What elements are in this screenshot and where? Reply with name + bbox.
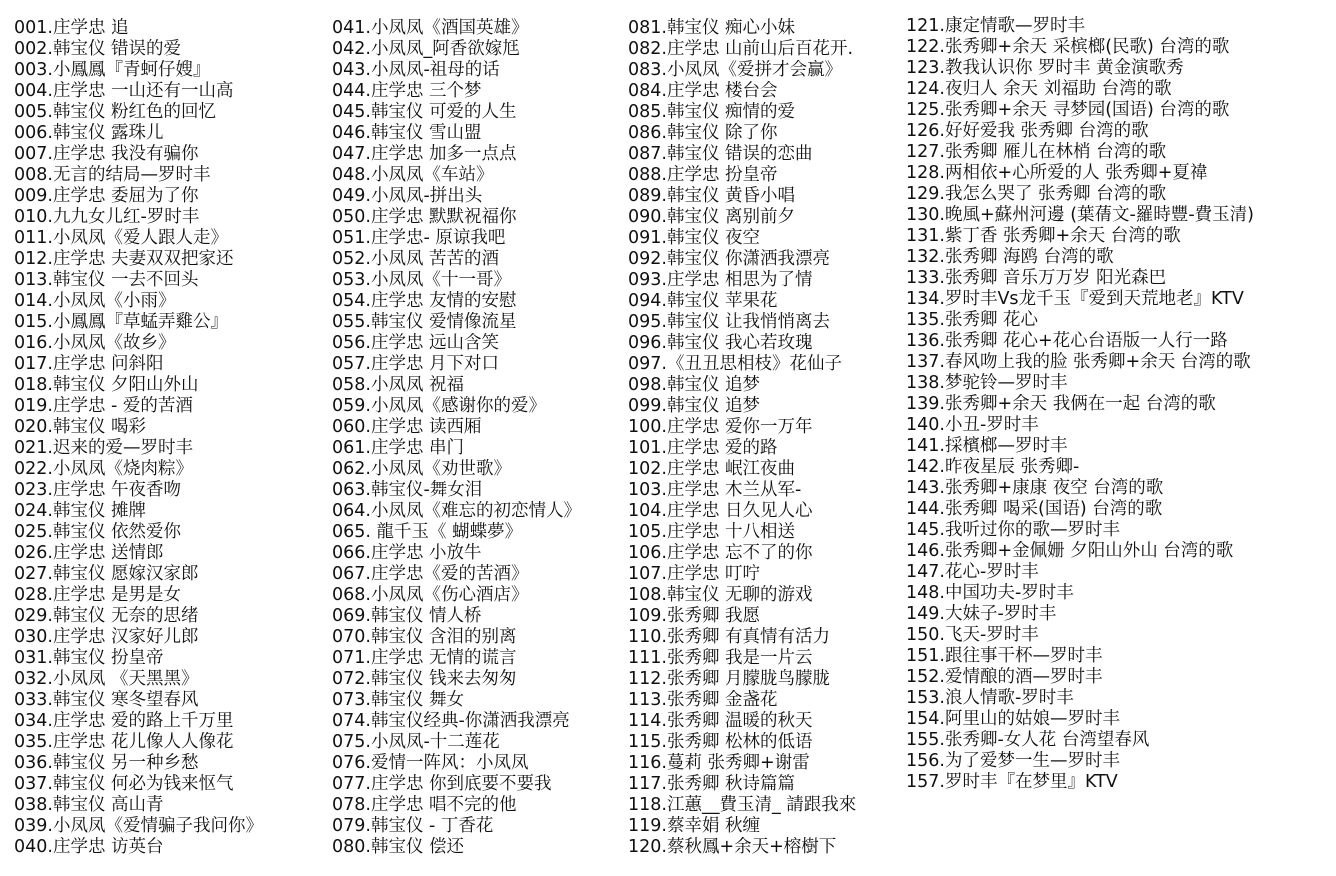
- song-entry: 143.张秀卿+康康 夜空 台湾的歌: [906, 478, 1164, 498]
- song-entry: 013.韩宝仪 一去不回头: [14, 270, 199, 290]
- song-entry: 132.张秀卿 海鸥 台湾的歌: [906, 247, 1114, 267]
- song-entry: 065. 龍千玉《 蝴蝶夢》: [332, 522, 523, 542]
- song-entry: 135.张秀卿 花心: [906, 310, 1039, 330]
- song-entry: 022.小凤凤《烧肉粽》: [14, 459, 193, 479]
- song-entry: 023.庄学忠 午夜香吻: [14, 480, 182, 500]
- song-entry: 152.爱情酿的酒—罗时丰: [906, 667, 1103, 687]
- song-entry: 048.小凤凤《车站》: [332, 165, 494, 185]
- song-entry: 078.庄学忠 唱不完的他: [332, 795, 517, 815]
- song-entry: 066.庄学忠 小放牛: [332, 543, 482, 563]
- song-entry: 041.小凤凤《酒国英雄》: [332, 18, 529, 38]
- song-entry: 103.庄学忠 木兰从军-: [628, 480, 802, 500]
- song-entry: 113.张秀卿 金盏花: [628, 690, 778, 710]
- song-entry: 055.韩宝仪 爱情像流星: [332, 312, 517, 332]
- song-entry: 029.韩宝仪 无奈的思绪: [14, 606, 199, 626]
- song-entry: 080.韩宝仪 偿还: [332, 837, 465, 857]
- song-entry: 140.小丑-罗时丰: [906, 415, 1039, 435]
- song-entry: 095.韩宝仪 让我悄悄离去: [628, 312, 831, 332]
- song-entry: 012.庄学忠 夫妻双双把家还: [14, 249, 234, 269]
- song-entry: 114.张秀卿 温暖的秋天: [628, 711, 813, 731]
- song-entry: 134.罗时丰Vs龙千玉『爱到天荒地老』KTV: [906, 289, 1244, 309]
- song-entry: 062.小凤凤《劝世歌》: [332, 459, 511, 479]
- song-entry: 098.韩宝仪 追梦: [628, 375, 761, 395]
- song-entry: 149.大妹子-罗时丰: [906, 604, 1057, 624]
- song-list-column-2: [332, 18, 624, 858]
- song-entry: 105.庄学忠 十八相送: [628, 522, 796, 542]
- song-entry: 049.小凤凤-拼出头: [332, 186, 483, 206]
- song-entry: 026.庄学忠 送情郎: [14, 543, 164, 563]
- song-entry: 094.韩宝仪 苹果花: [628, 291, 778, 311]
- song-entry: 069.韩宝仪 情人桥: [332, 606, 482, 626]
- song-entry: 148.中国功夫-罗时丰: [906, 583, 1074, 603]
- song-entry: 127.张秀卿 雁儿在林梢 台湾的歌: [906, 142, 1167, 162]
- song-entry: 031.韩宝仪 扮皇帝: [14, 648, 164, 668]
- song-entry: 120.蔡秋鳳+余天+榕樹下: [628, 837, 837, 857]
- song-entry: 063.韩宝仪-舞女泪: [332, 480, 483, 500]
- song-entry: 084.庄学忠 楼台会: [628, 81, 778, 101]
- song-entry: 046.韩宝仪 雪山盟: [332, 123, 482, 143]
- song-entry: 112.张秀卿 月朦胧鸟朦胧: [628, 669, 831, 689]
- song-entry: 138.梦驼铃—罗时丰: [906, 373, 1068, 393]
- song-entry: 034.庄学忠 爱的路上千万里: [14, 711, 234, 731]
- song-entry: 038.韩宝仪 高山青: [14, 795, 164, 815]
- song-list-column-4: [906, 16, 1334, 793]
- song-entry: 006.韩宝仪 露珠儿: [14, 123, 164, 143]
- song-entry: 025.韩宝仪 依然爱你: [14, 522, 182, 542]
- song-entry: 043.小凤凤-祖母的话: [332, 60, 500, 80]
- song-entry: 087.韩宝仪 错误的恋曲: [628, 144, 813, 164]
- song-entry: 089.韩宝仪 黄昏小唱: [628, 186, 796, 206]
- song-entry: 121.康定情歌—罗时丰: [906, 16, 1085, 36]
- song-entry: 054.庄学忠 友情的安慰: [332, 291, 517, 311]
- song-entry: 067.庄学忠《爱的苦酒》: [332, 564, 529, 584]
- song-entry: 110.张秀卿 有真情有活力: [628, 627, 831, 647]
- song-entry: 099.韩宝仪 追梦: [628, 396, 761, 416]
- song-entry: 122.张秀卿+余天 采槟榔(民歌) 台湾的歌: [906, 37, 1230, 57]
- song-entry: 068.小凤凤《伤心酒店》: [332, 585, 529, 605]
- song-entry: 060.庄学忠 读西厢: [332, 417, 482, 437]
- song-entry: 018.韩宝仪 夕阳山外山: [14, 375, 199, 395]
- song-entry: 019.庄学忠 - 爱的苦酒: [14, 396, 193, 416]
- song-entry: 014.小凤凤《小雨》: [14, 291, 176, 311]
- song-entry: 056.庄学忠 远山含笑: [332, 333, 500, 353]
- song-entry: 005.韩宝仪 粉红色的回忆: [14, 102, 217, 122]
- song-list-column-1: [14, 18, 330, 858]
- song-entry: 061.庄学忠 串门: [332, 438, 465, 458]
- song-entry: 020.韩宝仪 喝彩: [14, 417, 147, 437]
- song-entry: 072.韩宝仪 钱来去匆匆: [332, 669, 517, 689]
- song-entry: 016.小凤凤《故乡》: [14, 333, 176, 353]
- song-entry: 081.韩宝仪 痴心小妹: [628, 18, 796, 38]
- song-entry: 008.无言的结局—罗时丰: [14, 165, 211, 185]
- song-entry: 032.小凤凤 《天黑黑》: [14, 669, 199, 689]
- song-entry: 136.张秀卿 花心+花心台语版一人行一路: [906, 331, 1228, 351]
- song-entry: 144.张秀卿 喝采(国语) 台湾的歌: [906, 499, 1163, 519]
- song-entry: 154.阿里山的姑娘—罗时丰: [906, 709, 1120, 729]
- song-entry: 074.韩宝仪经典-你潇洒我漂亮: [332, 711, 570, 731]
- song-entry: 073.韩宝仪 舞女: [332, 690, 465, 710]
- song-entry: 156.为了爱梦一生—罗时丰: [906, 751, 1120, 771]
- song-entry: 153.浪人情歌-罗时丰: [906, 688, 1074, 708]
- song-entry: 115.张秀卿 松林的低语: [628, 732, 813, 752]
- song-entry: 076.爱情一阵风：小凤凤: [332, 753, 529, 773]
- song-entry: 039.小凤凤《爱情骗子我问你》: [14, 816, 263, 836]
- song-entry: 082.庄学忠 山前山后百花开.: [628, 39, 854, 59]
- song-entry: 077.庄学忠 你到底要不要我: [332, 774, 552, 794]
- song-entry: 047.庄学忠 加多一点点: [332, 144, 517, 164]
- song-entry: 104.庄学忠 日久见人心: [628, 501, 813, 521]
- song-entry: 146.张秀卿+金佩姗 夕阳山外山 台湾的歌: [906, 541, 1234, 561]
- song-entry: 128.两相依+心所爱的人 张秀卿+夏禕: [906, 163, 1208, 183]
- song-entry: 035.庄学忠 花儿像人人像花: [14, 732, 234, 752]
- song-entry: 109.张秀卿 我愿: [628, 606, 761, 626]
- song-list-column-3: [628, 18, 904, 858]
- song-entry: 129.我怎么哭了 张秀卿 台湾的歌: [906, 184, 1167, 204]
- song-entry: 044.庄学忠 三个梦: [332, 81, 482, 101]
- song-entry: 150.飞天-罗时丰: [906, 625, 1039, 645]
- song-entry: 119.蔡幸娟 秋缠: [628, 816, 761, 836]
- song-entry: 145.我听过你的歌—罗时丰: [906, 520, 1120, 540]
- song-entry: 137.春风吻上我的脸 张秀卿+余天 台湾的歌: [906, 352, 1251, 372]
- song-entry: 107.庄学忠 叮咛: [628, 564, 761, 584]
- song-entry: 033.韩宝仪 寒冬望春风: [14, 690, 199, 710]
- song-entry: 085.韩宝仪 痴情的爱: [628, 102, 796, 122]
- song-entry: 001.庄学忠 追: [14, 18, 129, 38]
- song-entry: 108.韩宝仪 无聊的游戏: [628, 585, 813, 605]
- song-entry: 036.韩宝仪 另一种乡愁: [14, 753, 199, 773]
- song-entry: 003.小鳳鳳『青蚵仔嫂』: [14, 60, 211, 80]
- song-entry: 011.小凤凤《爱人跟人走》: [14, 228, 228, 248]
- song-entry: 147.花心-罗时丰: [906, 562, 1039, 582]
- song-entry: 090.韩宝仪 离别前夕: [628, 207, 796, 227]
- song-entry: 125.张秀卿+余天 寻梦园(国语) 台湾的歌: [906, 100, 1230, 120]
- song-entry: 051.庄学忠- 原谅我吧: [332, 228, 506, 248]
- song-entry: 007.庄学忠 我没有骗你: [14, 144, 199, 164]
- song-entry: 117.张秀卿 秋诗篇篇: [628, 774, 796, 794]
- song-entry: 091.韩宝仪 夜空: [628, 228, 761, 248]
- song-entry: 086.韩宝仪 除了你: [628, 123, 778, 143]
- song-entry: 017.庄学忠 问斜阳: [14, 354, 164, 374]
- song-entry: 096.韩宝仪 我心若玫瑰: [628, 333, 813, 353]
- song-entry: 052.小凤凤 苦苦的酒: [332, 249, 500, 269]
- song-entry: 010.九九女儿红-罗时丰: [14, 207, 200, 227]
- song-entry: 157.罗时丰『在梦里』KTV: [906, 772, 1118, 792]
- song-entry: 027.韩宝仪 愿嫁汉家郎: [14, 564, 199, 584]
- song-entry: 155.张秀卿-女人花 台湾望春风: [906, 730, 1150, 750]
- song-entry: 075.小凤凤-十二莲花: [332, 732, 500, 752]
- song-entry: 040.庄学忠 访英台: [14, 837, 164, 857]
- song-entry: 131.紫丁香 张秀卿+余天 台湾的歌: [906, 226, 1181, 246]
- song-entry: 009.庄学忠 委屈为了你: [14, 186, 199, 206]
- song-entry: 102.庄学忠 岷江夜曲: [628, 459, 796, 479]
- song-entry: 064.小凤凤《难忘的初恋情人》: [332, 501, 581, 521]
- song-entry: 141.採檳榔—罗时丰: [906, 436, 1068, 456]
- song-entry: 093.庄学忠 相思为了情: [628, 270, 813, 290]
- song-entry: 151.跟往事干杯—罗时丰: [906, 646, 1103, 666]
- song-entry: 106.庄学忠 忘不了的你: [628, 543, 813, 563]
- song-entry: 092.韩宝仪 你潇洒我漂亮: [628, 249, 831, 269]
- song-entry: 100.庄学忠 爱你一万年: [628, 417, 813, 437]
- song-entry: 058.小凤凤 祝福: [332, 375, 465, 395]
- song-entry: 057.庄学忠 月下对口: [332, 354, 500, 374]
- song-entry: 070.韩宝仪 含泪的别离: [332, 627, 517, 647]
- song-entry: 130.晚風+蘇州河邊 (葉蒨文-羅時豐-費玉清): [906, 205, 1254, 225]
- song-entry: 142.昨夜星辰 张秀卿-: [906, 457, 1080, 477]
- song-entry: 088.庄学忠 扮皇帝: [628, 165, 778, 185]
- song-entry: 045.韩宝仪 可爱的人生: [332, 102, 517, 122]
- song-entry: 123.教我认识你 罗时丰 黄金演歌秀: [906, 58, 1184, 78]
- song-entry: 042.小凤凤_阿香欲嫁尪: [332, 39, 520, 59]
- song-entry: 021.迟来的爱—罗时丰: [14, 438, 193, 458]
- song-entry: 028.庄学忠 是男是女: [14, 585, 182, 605]
- song-entry: 101.庄学忠 爱的路: [628, 438, 778, 458]
- song-entry: 116.蔓莉 张秀卿+谢雷: [628, 753, 810, 773]
- song-entry: 118.江蕙__費玉清_ 請跟我來: [628, 795, 857, 815]
- song-entry: 111.张秀卿 我是一片云: [628, 648, 813, 668]
- song-entry: 002.韩宝仪 错误的爱: [14, 39, 182, 59]
- song-entry: 024.韩宝仪 摊牌: [14, 501, 147, 521]
- song-entry: 059.小凤凤《感谢你的爱》: [332, 396, 546, 416]
- song-entry: 139.张秀卿+余天 我俩在一起 台湾的歌: [906, 394, 1216, 414]
- song-entry: 083.小凤凤《爱拼才会赢》: [628, 60, 842, 80]
- song-entry: 004.庄学忠 一山还有一山高: [14, 81, 234, 101]
- song-entry: 097.《丑丑思相枝》花仙子: [628, 354, 842, 374]
- song-entry: 050.庄学忠 默默祝福你: [332, 207, 517, 227]
- song-entry: 133.张秀卿 音乐万万岁 阳光森巴: [906, 268, 1167, 288]
- song-entry: 124.夜归人 余天 刘福助 台湾的歌: [906, 79, 1172, 99]
- song-entry: 053.小凤凤《十一哥》: [332, 270, 511, 290]
- song-entry: 037.韩宝仪 何必为钱来怄气: [14, 774, 234, 794]
- song-entry: 071.庄学忠 无情的谎言: [332, 648, 517, 668]
- song-entry: 030.庄学忠 汉家好儿郎: [14, 627, 199, 647]
- song-entry: 126.好好爱我 张秀卿 台湾的歌: [906, 121, 1149, 141]
- song-entry: 079.韩宝仪 - 丁香花: [332, 816, 494, 836]
- song-entry: 015.小鳳鳳『草蜢弄雞公』: [14, 312, 228, 332]
